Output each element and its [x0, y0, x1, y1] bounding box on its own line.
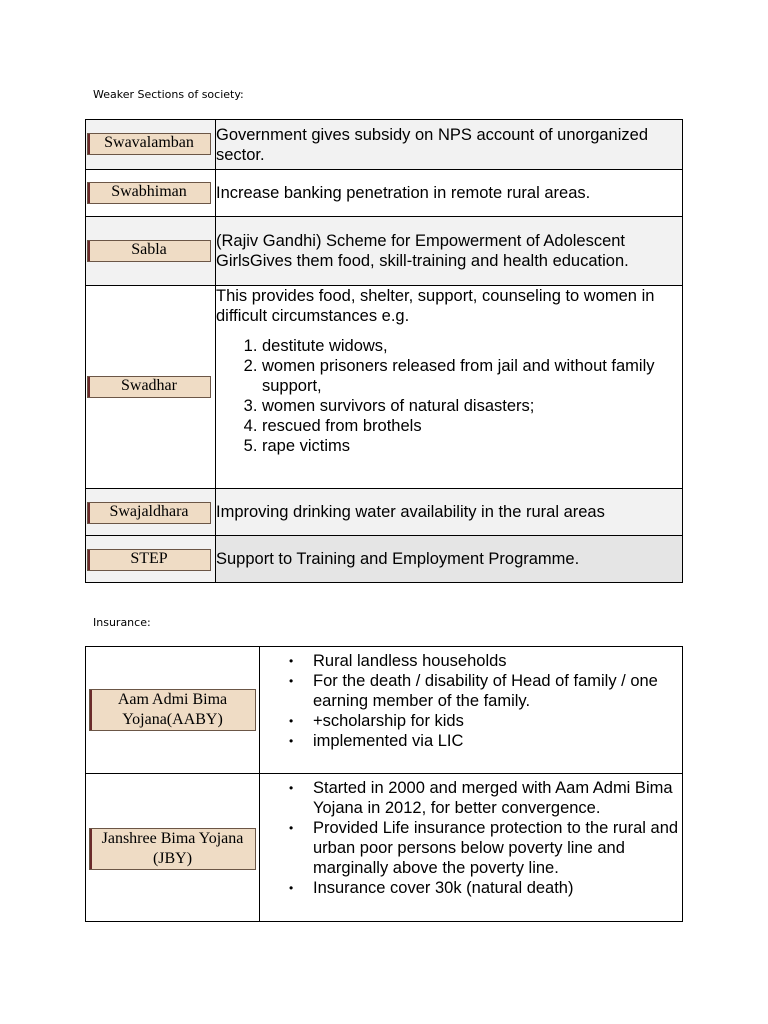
list-item: • Insurance cover 30k (natural death)	[313, 878, 682, 898]
scheme-description: Government gives subsidy on NPS account of unorganized sector.	[216, 120, 683, 170]
table-row	[86, 774, 683, 922]
scheme-label-aaby: Aam Admi Bima Yojana(AABY)	[89, 689, 256, 731]
list-item: • Started in 2000 and merged with Aam Admi Bima Yojana in 2012, for better convergence.	[313, 778, 682, 818]
scheme-label-jby: Janshree Bima Yojana (JBY)	[89, 828, 256, 870]
table-row	[86, 286, 683, 489]
list-item: • Rural landless households	[313, 651, 682, 671]
benefits-list	[260, 778, 682, 898]
scheme-description: Improving drinking water availability in the rural areas	[216, 489, 683, 536]
table-row	[86, 120, 683, 170]
list-item: • Provided Life insurance protection to the rural and urban poor persons below poverty line and marginally above the poverty line.	[313, 818, 682, 878]
table-row	[86, 647, 683, 774]
list-item: 5. rape victims	[262, 436, 682, 456]
scheme-description: This provides food, shelter, support, counseling to women in difficult circumstances e.g.	[216, 287, 655, 325]
weaker-sections-table	[85, 119, 683, 583]
scheme-label-swadhar: Swadhar	[87, 376, 211, 398]
list-item: 2. women prisoners released from jail and without family support,	[262, 356, 682, 396]
scheme-label-step: STEP	[87, 549, 211, 571]
scheme-description-cell	[260, 647, 683, 774]
insurance-table	[85, 646, 683, 922]
scheme-description: (Rajiv Gandhi) Scheme for Empowerment of Adolescent GirlsGives them food, skill-training and health education.	[216, 217, 683, 286]
scheme-label-swajaldhara: Swajaldhara	[87, 502, 211, 524]
table-row	[86, 536, 683, 583]
list-item: • +scholarship for kids	[313, 711, 682, 731]
scheme-description: Increase banking penetration in remote rural areas.	[216, 170, 683, 217]
list-item: 1. destitute widows,	[262, 336, 682, 356]
table-row	[86, 170, 683, 217]
table-row	[86, 489, 683, 536]
scheme-label-swavalamban: Swavalamban	[87, 133, 211, 155]
scheme-label-swabhiman: Swabhiman	[87, 182, 211, 204]
list-item: 4. rescued from brothels	[262, 416, 682, 436]
list-item: • For the death / disability of Head of family / one earning member of the family.	[313, 671, 682, 711]
weaker-sections-heading: Weaker Sections of society:	[93, 88, 244, 101]
benefits-list	[260, 651, 682, 751]
scheme-description: Support to Training and Employment Programme.	[216, 536, 683, 583]
list-item: 3. women survivors of natural disasters;	[262, 396, 682, 416]
scheme-description-cell	[260, 774, 683, 922]
scheme-description-cell	[216, 286, 683, 489]
scheme-label-sabla: Sabla	[87, 240, 211, 262]
list-item: • implemented via LIC	[313, 731, 682, 751]
insurance-heading: Insurance:	[93, 616, 151, 629]
circumstances-list	[216, 336, 682, 456]
table-row	[86, 217, 683, 286]
